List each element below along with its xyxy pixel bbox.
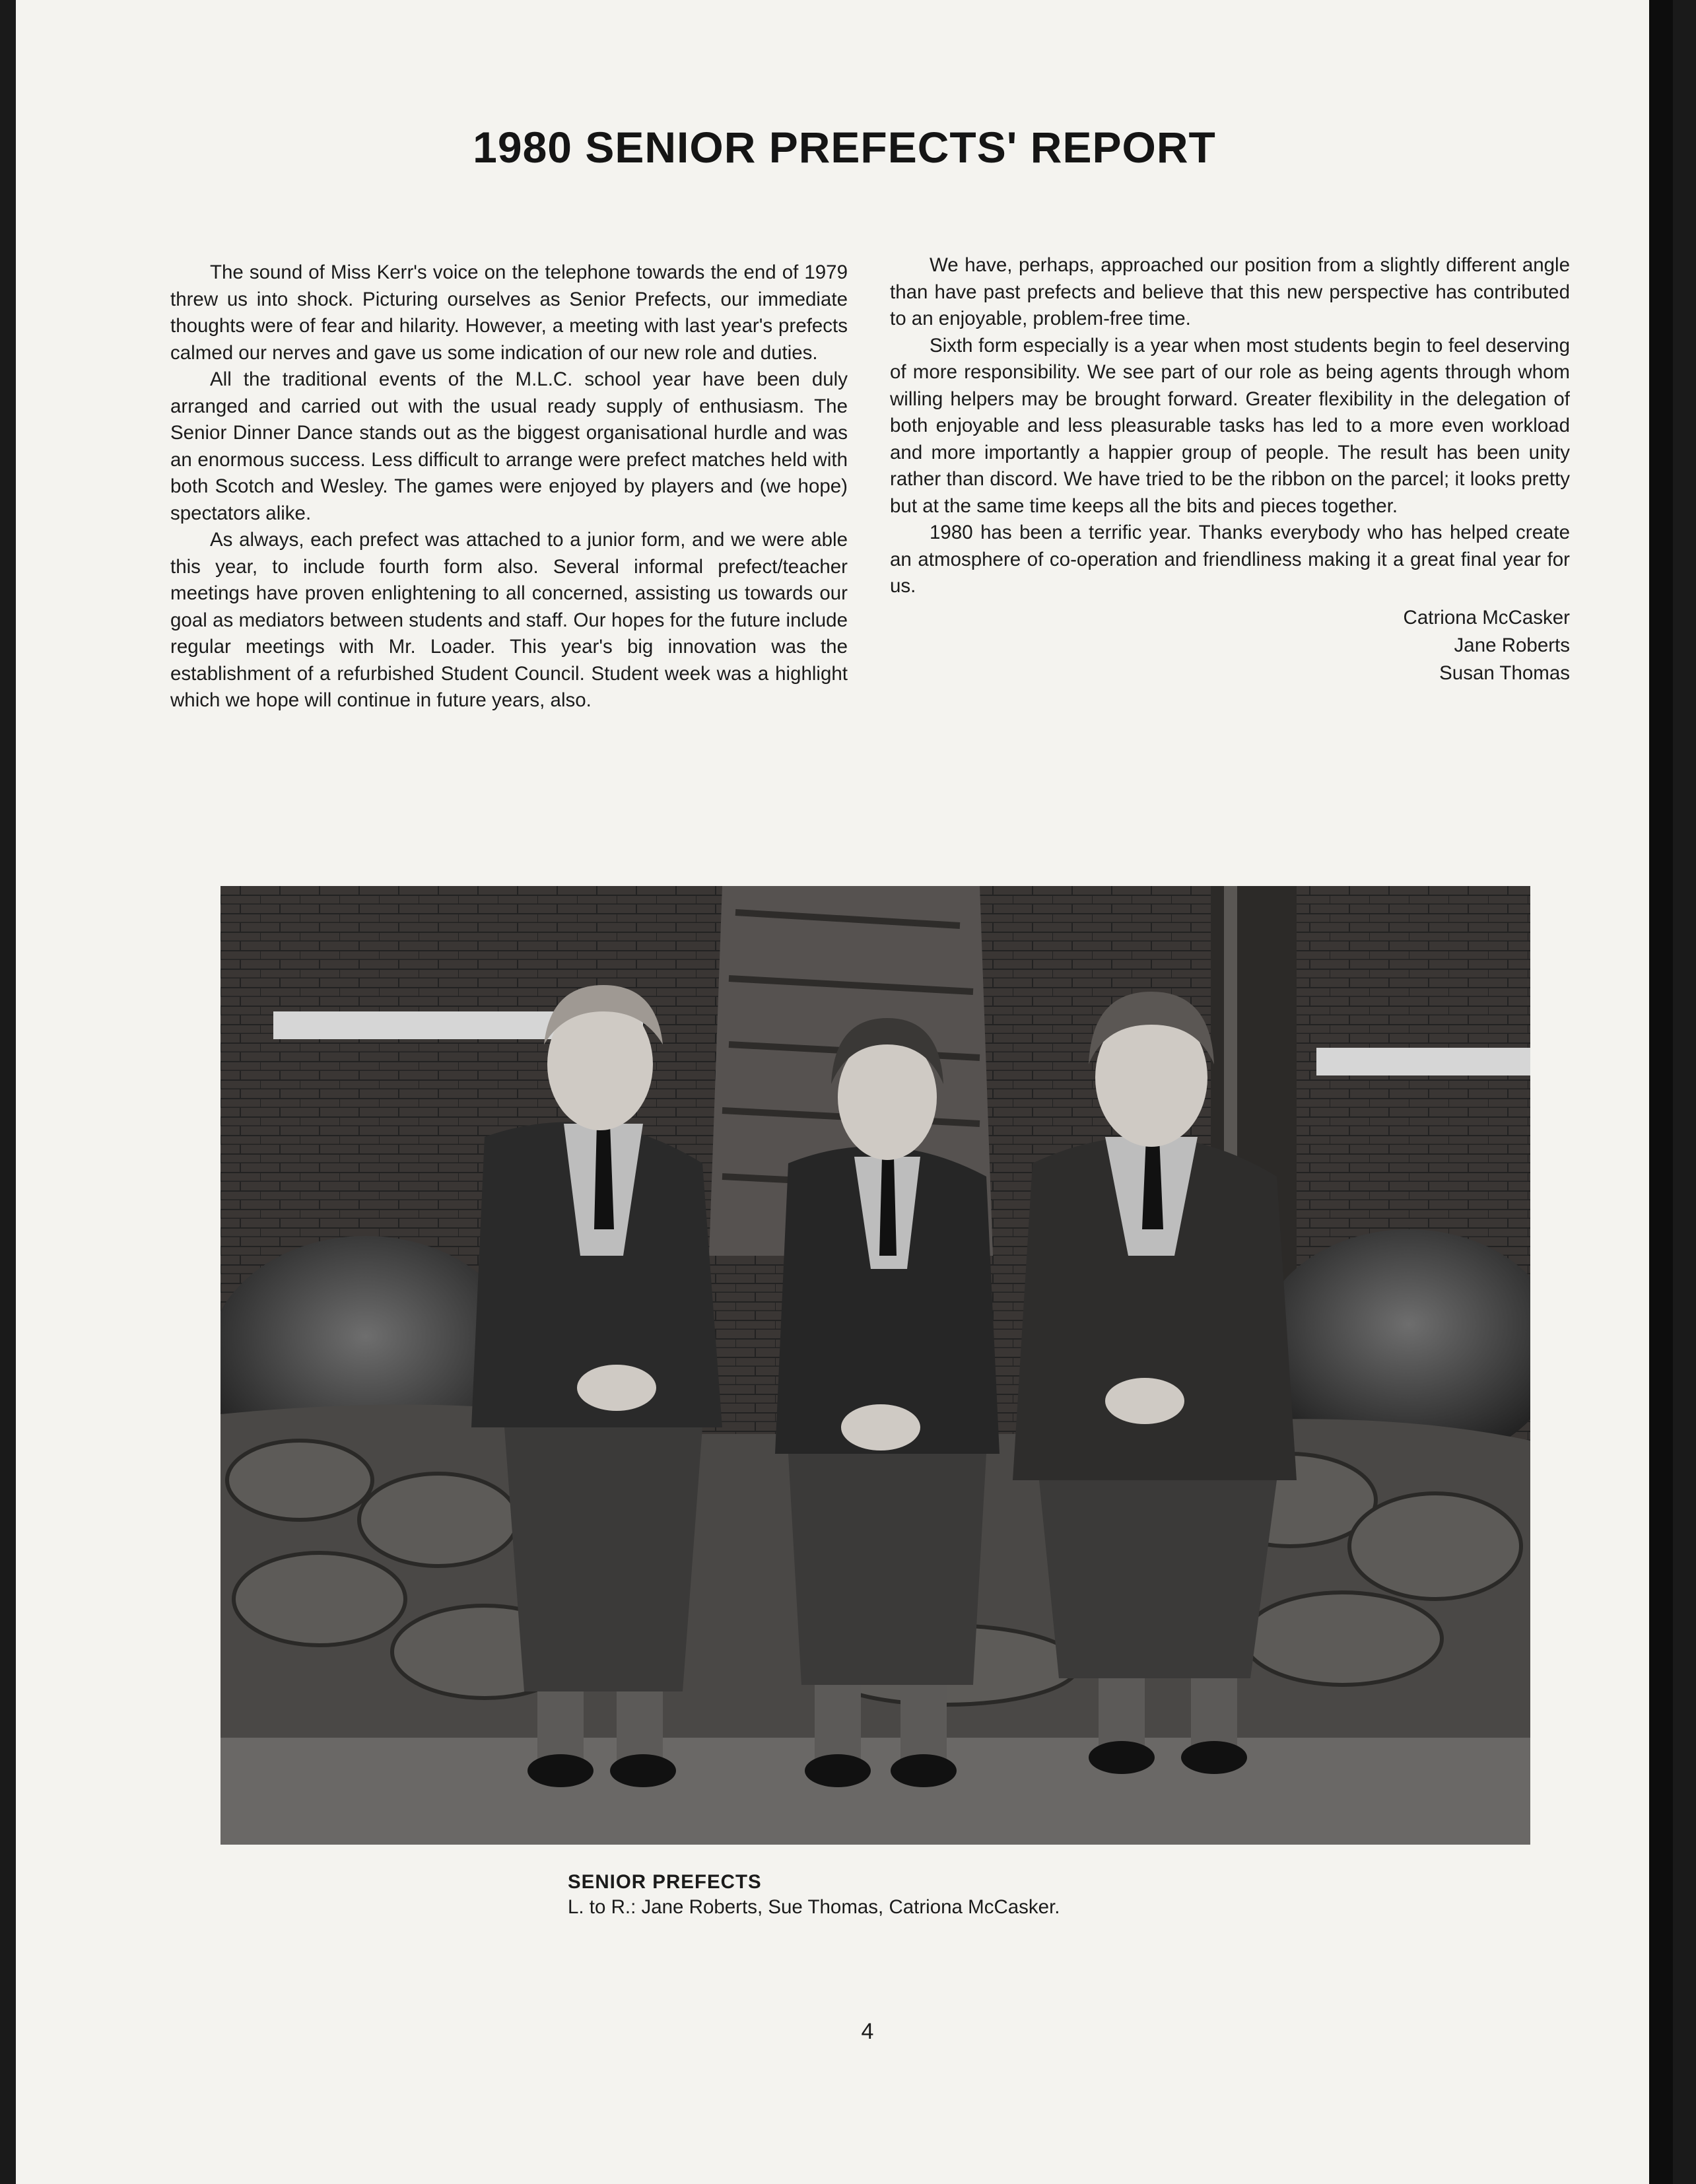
ground xyxy=(220,1738,1530,1845)
caption-text: L. to R.: Jane Roberts, Sue Thomas, Catriona McCasker. xyxy=(568,1896,1060,1918)
page-number: 4 xyxy=(861,2019,874,2044)
right-paragraph-3: 1980 has been a terrific year. Thanks everybody who has helped create an atmosphere of co-operation and friendliness making it a great final year for us. xyxy=(890,522,1570,597)
right-paragraph-2: Sixth form especially is a year when most students begin to feel deserving of more responsibility. We see part of our role as being agents through whom willing helpers may be brought forward. Greater flexibility in the delegation of both enjoyable and less pleasurable tasks has led to a more even workload and more importantly a happier group of people. The result has been unity rather than discord. We have tried to be the ribbon on the parcel; it looks pretty but at the same time keeps all the bits and pieces together. xyxy=(890,334,1570,517)
report-right-column xyxy=(890,252,1570,687)
caption-title: SENIOR PREFECTS xyxy=(568,1871,762,1893)
right-paragraph-1: We have, perhaps, approached our position from a slightly different angle than have past prefects and believe that this new perspective has contributed to an enjoyable, problem-free time. xyxy=(890,254,1570,329)
page xyxy=(16,0,1673,2184)
signatory-3: Susan Thomas xyxy=(1439,662,1570,684)
left-paragraph-3: As always, each prefect was attached to a junior form, and we were able this year, to include fourth form also. Several informal prefect/teacher meetings have proven enlightening to all concerned, assisting us towards our goal as mediators between students and staff. Our hopes for the future include regular meetings with Mr. Loader. This year's big innovation was the establishment of a refurbished Student Council. Student week was a highlight which we hope will continue in future years, also. xyxy=(170,529,848,711)
signatory-1: Catriona McCasker xyxy=(1403,606,1570,629)
left-paragraph-1: The sound of Miss Kerr's voice on the telephone towards the end of 1979 threw us into shock. Picturing ourselves as Senior Prefects, our immediate thoughts were of fear and hilarity. However, a meeting with last year's prefects calmed our nerves and gave us some indication of our new role and duties. xyxy=(170,261,848,364)
senior-prefects-photo xyxy=(220,886,1530,1845)
signature-block xyxy=(890,604,1570,687)
page-title: 1980 SENIOR PREFECTS' REPORT xyxy=(473,123,1216,172)
photo-caption xyxy=(568,1870,1060,1920)
photo-illustration xyxy=(220,886,1530,1845)
report-left-column xyxy=(170,259,848,714)
left-paragraph-2: All the traditional events of the M.L.C. school year have been duly arranged and carried out with the usual ready supply of enthusiasm. The Senior Dinner Dance stands out as the biggest organisational hurdle and was an enormous success. Less difficult to arrange were prefect matches held with both Scotch and Wesley. The games were enjoyed by players and (we hope) spectators alike. xyxy=(170,368,848,524)
wall-ledge-right xyxy=(1316,1048,1530,1075)
signatory-2: Jane Roberts xyxy=(1454,634,1570,656)
binding-edge xyxy=(1649,0,1673,2184)
